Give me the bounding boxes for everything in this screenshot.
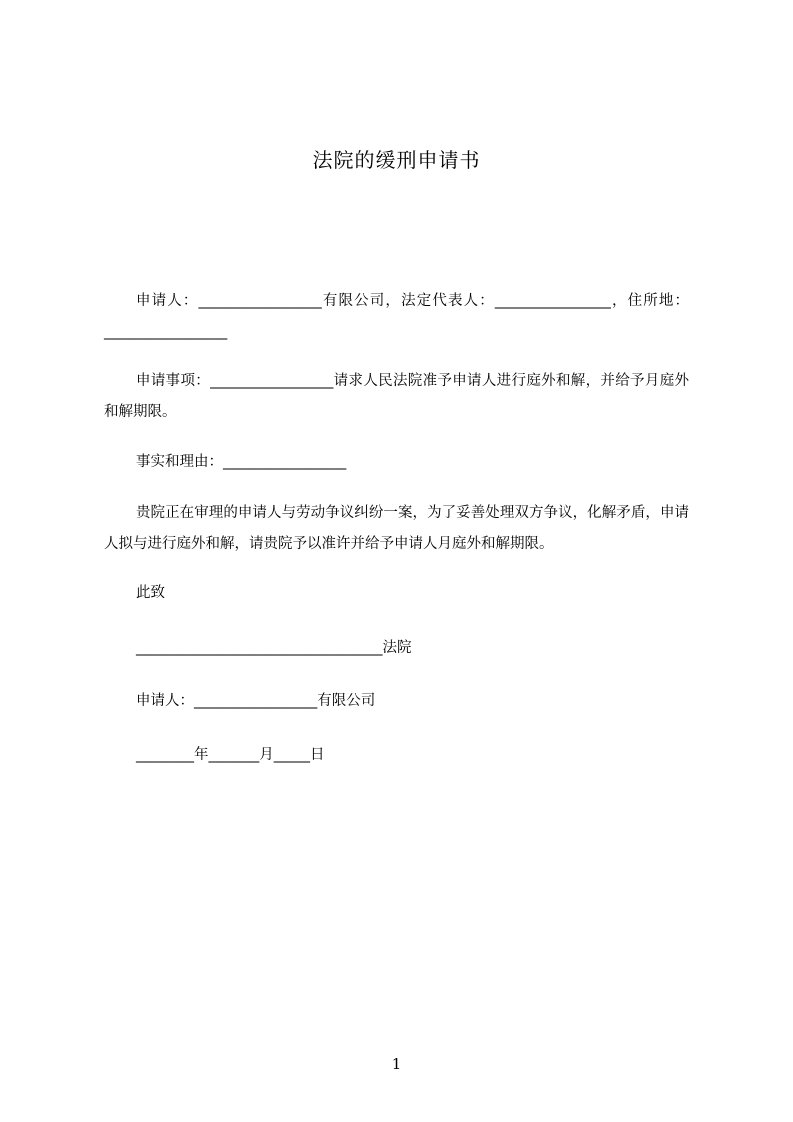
salutation: 此致 xyxy=(136,585,165,601)
request-paragraph xyxy=(104,366,689,428)
month-blank: _______ xyxy=(208,747,260,763)
body-paragraph: 贵院正在审理的申请人与劳动争议纠纷一案，为了妥善处理双方争议，化解矛盾，申请人拟与进行庭外和解，请贵院予以准许并给予申请人月庭外和解期限。 xyxy=(104,505,689,552)
date-line xyxy=(136,745,325,765)
request-text: 请求人民法院准予申请人进行庭外和解，并给予月庭外和解期限。 xyxy=(104,373,690,420)
page-number: 1 xyxy=(391,1055,402,1073)
court-line xyxy=(136,638,412,658)
request-blank: _________________ xyxy=(210,373,334,389)
applicant-label: 申请人： xyxy=(136,293,199,309)
signature-blank: _________________ xyxy=(194,693,318,709)
facts-label: 事实和理由： xyxy=(136,454,223,470)
day-blank: _____ xyxy=(273,747,310,763)
request-label: 申请事项： xyxy=(136,373,211,389)
signature-label: 申请人： xyxy=(136,693,194,709)
year-blank: ________ xyxy=(136,747,194,763)
signature-suffix: 有限公司 xyxy=(317,693,376,709)
court-blank: __________________________________ xyxy=(136,640,383,656)
facts-line xyxy=(136,452,346,472)
applicant-blank: _________________ xyxy=(198,293,322,309)
applicant-paragraph xyxy=(104,286,689,348)
document-title: 法院的缓刑申请书 xyxy=(312,148,481,172)
day-label: 日 xyxy=(310,747,325,763)
company-suffix: 有限公司，法定代表人： xyxy=(321,293,495,309)
month-label: 月 xyxy=(259,747,274,763)
court-suffix: 法院 xyxy=(382,640,412,656)
address-label: ，住所地： xyxy=(610,293,690,309)
legal-rep-blank: ________________ xyxy=(494,293,611,309)
year-label: 年 xyxy=(194,747,209,763)
address-blank: _________________ xyxy=(104,324,228,340)
facts-blank: _________________ xyxy=(223,454,347,470)
signature-line xyxy=(136,691,375,711)
